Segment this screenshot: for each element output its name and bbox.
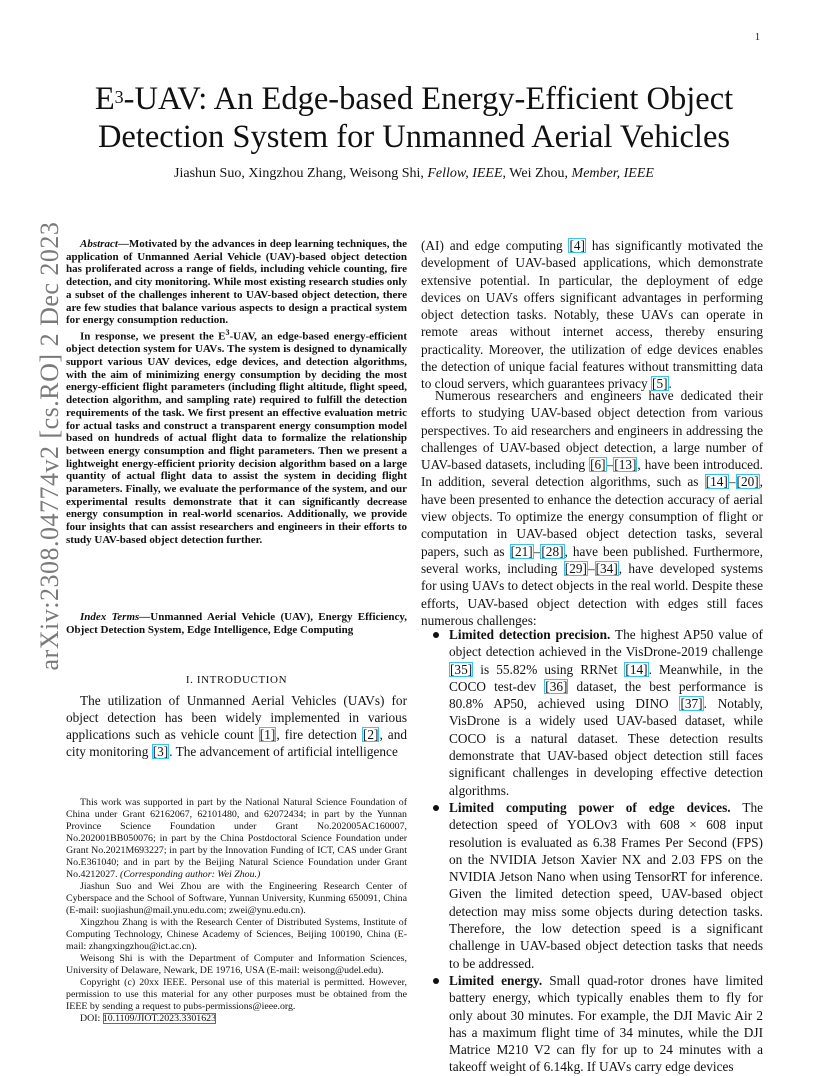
- body-text: The highest AP50 value of object detection achieved in the VisDrone-2019 challenge: [449, 627, 763, 660]
- range-dash: –: [533, 543, 541, 559]
- intro-text: The utilization of Unmanned Aerial Vehicles (UAVs) for object detection has been widely implemented in various applications such as vehicle count: [66, 693, 407, 742]
- author-line: [40, 166, 788, 182]
- abstract-label: Abstract: [80, 238, 118, 250]
- arxiv-stamp: [12, 0, 64, 1072]
- author-role-member: Member, IEEE: [571, 166, 654, 181]
- index-terms-label: Index Terms: [80, 611, 140, 623]
- citation-link[interactable]: [1]: [259, 727, 276, 742]
- list-item: [427, 799, 763, 972]
- title-prefix: E: [94, 81, 115, 117]
- bullet-icon: [433, 805, 439, 811]
- index-terms-text: —Unmanned Aerial Vehicle (UAV), Energy Efficiency, Object Detection System, Edge Intelligence, Edge Computing: [66, 611, 407, 636]
- intro-text: , fire detection: [276, 727, 362, 742]
- citation-link[interactable]: [14]: [625, 661, 648, 677]
- citation-link[interactable]: [3]: [152, 744, 169, 759]
- range-dash: –: [606, 457, 614, 473]
- body-text: . Notably, VisDrone is a widely used UAV-based dataset, while COCO is a natural dataset. These detection results demonstrate that UAV-based object detection still faces significant challenges in developing effective detection algorithms.: [449, 696, 763, 798]
- paper-title: [40, 80, 788, 156]
- citation-link[interactable]: [21]: [510, 543, 533, 559]
- footnote-affiliation-2: Xingzhou Zhang is with the Research Center of Distributed Systems, Institute of Computing Technology, Chinese Academy of Sciences, Beijing 100190, China (E-mail: zhangxingzhou@ict.ac.cn).: [66, 917, 407, 952]
- authors-group-2: , Wei Zhou,: [502, 166, 572, 181]
- body-text: , have been published. Furthermore, several works, including: [421, 543, 763, 576]
- list-item: [427, 626, 763, 799]
- footnote-affiliation-1: Jiashun Suo and Wei Zhou are with the Engineering Research Center of Cyberspace and the School of Software, Yunnan University, Kunming 650091, China (E-mail: suojiashun@mail.ynu.edu.com; zwei@ynu.edu.cn).: [66, 881, 407, 916]
- body-text: has significantly motivated the development of UAV-based applications, which demonstrate extensive potential. In particular, the deployment of edge devices on UAVs offers significant advantages in performing object detection tasks. Notably, these UAVs can operate in remote areas without internet access, thereby ensuring practicality. Moreover, the utilization of edge devices enables the detection of unique facial features without transmitting data to cloud servers, which guarantees privacy: [421, 238, 763, 392]
- footnote-funding: [66, 797, 407, 881]
- abstract: [66, 238, 407, 547]
- body-text: , have been introduced. In addition, several detection algorithms, such as: [421, 457, 763, 490]
- intro-text: , and city monitoring: [66, 727, 407, 759]
- challenge-list: [427, 626, 763, 1076]
- list-item-heading: Limited computing power of edge devices.: [449, 799, 731, 815]
- list-item-heading: Limited detection precision.: [449, 627, 611, 642]
- body-text: is 55.82% using RRNet: [473, 661, 625, 677]
- citation-link[interactable]: [34]: [595, 560, 618, 576]
- body-text: Numerous researchers and engineers have dedicated their efforts to studying UAV-based object detection from various perspectives. To aid researchers and engineers in addressing the challenges of UAV-based object detection, a large number of UAV-based datasets, including: [421, 388, 763, 473]
- right-paragraph-2: [421, 387, 763, 629]
- citation-link[interactable]: [36]: [545, 678, 568, 694]
- citation-link[interactable]: [2]: [362, 727, 379, 742]
- range-dash: –: [728, 474, 736, 490]
- body-text: .: [668, 376, 672, 392]
- list-item-heading: Limited energy.: [449, 972, 543, 988]
- doi-label: DOI:: [80, 1013, 103, 1024]
- body-text: (AI) and edge computing: [421, 238, 569, 253]
- abstract-text-1: —Motivated by the advances in deep learning techniques, the application of Unmanned Aerial Vehicle (UAV)-based object detection has proliferated across a range of fields, including vehicle counting, fire detection, and city monitoring. While most existing research studies only a subset of the challenges inherent to UAV-based object detection, there are few studies that balance various aspects to design a practical system for energy consumption reduction.: [66, 238, 407, 327]
- citation-link[interactable]: [20]: [736, 474, 759, 490]
- abstract-text-2a: In response, we present the E: [80, 330, 226, 343]
- intro-paragraph: [66, 692, 407, 760]
- footnote-text: This work was supported in part by the National Natural Science Foundation of China under Grant 62162067, 62101480, and 62072434; in part by the Yunnan Province Science Foundation under Grant No.202005AC160007, No.202001BB050076; in part by the China Postdoctoral Science Foundation under Grant No.2021M693227; in part by the Innovation Funding of ICT, CAS under Grant No.E361040; and in part by the Beijing Natural Science Foundation under Grant No.4212027.: [66, 797, 407, 880]
- citation-link[interactable]: [6]: [590, 457, 606, 473]
- title-rest: -UAV: An Edge-based Energy-Efficient Object Detection System for Unmanned Aerial Vehicles: [97, 81, 734, 155]
- citation-link[interactable]: [13]: [614, 457, 637, 473]
- footnotes: [66, 797, 407, 1025]
- body-text: , have developed systems for using UAVs to detect objects in the real world. Despite these efforts, UAV-based object detection with edges still faces numerous challenges:: [421, 560, 763, 628]
- body-text: Small quad-rotor drones have limited battery energy, which typically enables them to fly for only about 30 minutes. For example, the DJI Mavic Air 2 has a maximum flight time of 34 minutes, while the DJI Matrice M210 V2 can fly for up to 24 minutes with a takeoff weight of 6.14kg. If UAVs carry edge devices: [449, 972, 764, 1075]
- authors-group-1: Jiashun Suo, Xingzhou Zhang, Weisong Shi,: [174, 166, 428, 181]
- title-superscript: 3: [114, 87, 124, 107]
- author-role-fellow: Fellow, IEEE: [427, 166, 503, 181]
- list-item: [427, 972, 763, 1076]
- corresponding-author: (Corresponding author: Wei Zhou.): [120, 869, 261, 880]
- footnote-doi: [66, 1013, 407, 1025]
- doi-link[interactable]: 10.1109/JIOT.2023.3301623: [102, 1013, 217, 1024]
- abstract-text-2b: -UAV, an edge-based energy-efficient object detection system for UAVs. The system is designed to dynamically support various UAV devices, edge devices, and detection algorithms, with the aim of minimizing energy consumption by deciding the most energy-efficient flight parameters (including flight altitude, flight speed, detection algorithm, and sampling rate) required to fulfill the detection requirements of the task. We first present an effective evaluation metric for actual tasks and construct a transparent energy consumption model based on hundreds of actual flight data to formalize the relationship between energy consumption and flight parameters. Then we present a lightweight energy-efficient priority decision algorithm based on a large quantity of actual flight data to assist the system in deciding flight parameters. Finally, we evaluate the performance of the system, and our experimental results demonstrate that it can significantly decrease energy consumption in real-world scenarios. Additionally, we provide four insights that can assist researchers and engineers in their efforts to study UAV-based object detection further.: [66, 330, 407, 546]
- abstract-superscript: 3: [225, 327, 230, 337]
- right-paragraph-1: [421, 237, 763, 393]
- citation-link[interactable]: [5]: [652, 376, 668, 392]
- citation-link[interactable]: [14]: [705, 474, 728, 490]
- section-heading-introduction: I. INTRODUCTION: [185, 674, 288, 686]
- footnote-copyright: Copyright (c) 20xx IEEE. Personal use of this material is permitted. However, permission to use this material for any other purposes must be obtained from the IEEE by sending a request to pubs-permissions@ieee.org.: [66, 977, 407, 1012]
- citation-link[interactable]: [35]: [450, 661, 473, 677]
- body-text: dataset, the best performance is 80.8% AP50, achieved using DINO: [449, 678, 763, 712]
- intro-text: . The advancement of artificial intelligence: [169, 744, 398, 759]
- abstract-paragraph-2: [66, 327, 407, 547]
- bullet-icon: [433, 978, 439, 984]
- bullet-icon: [433, 632, 439, 638]
- body-text: The detection speed of YOLOv3 with 608 × 608 input resolution is evaluated as 6.38 Frames Per Second (FPS) on the NVIDIA Jetson Xavier NX and 2.03 FPS on the NVIDIA Jetson Nano when using TensorRT for inference. Given the limited detection speed, UAV-based object detection may miss some objects during detection tasks. Therefore, the low detection speed is a significant challenge in UAV-based object detection tasks that needs to be addressed.: [449, 799, 763, 971]
- citation-link[interactable]: [37]: [680, 696, 703, 712]
- range-dash: –: [587, 560, 595, 576]
- body-text: , have been presented to enhance the detection accuracy of aerial view objects. To optimize the energy consumption of flight or computation in UAV-based object detection tasks, several papers, such as: [421, 474, 763, 559]
- abstract-paragraph-1: [66, 238, 407, 327]
- arxiv-stamp-text: arXiv:2308.04774v2 [cs.RO] 2 Dec 2023: [35, 221, 64, 671]
- citation-link[interactable]: [4]: [569, 238, 585, 253]
- body-text: . Meanwhile, in the COCO test-dev: [449, 661, 763, 694]
- index-terms: [66, 611, 407, 636]
- footnote-affiliation-3: Weisong Shi is with the Department of Computer and Information Sciences, University of Delaware, Newark, DE 19716, USA (E-mail: weisong@udel.edu).: [66, 953, 407, 976]
- page-number: 1: [755, 32, 760, 43]
- citation-link[interactable]: [28]: [541, 543, 564, 559]
- citation-link[interactable]: [29]: [564, 560, 587, 576]
